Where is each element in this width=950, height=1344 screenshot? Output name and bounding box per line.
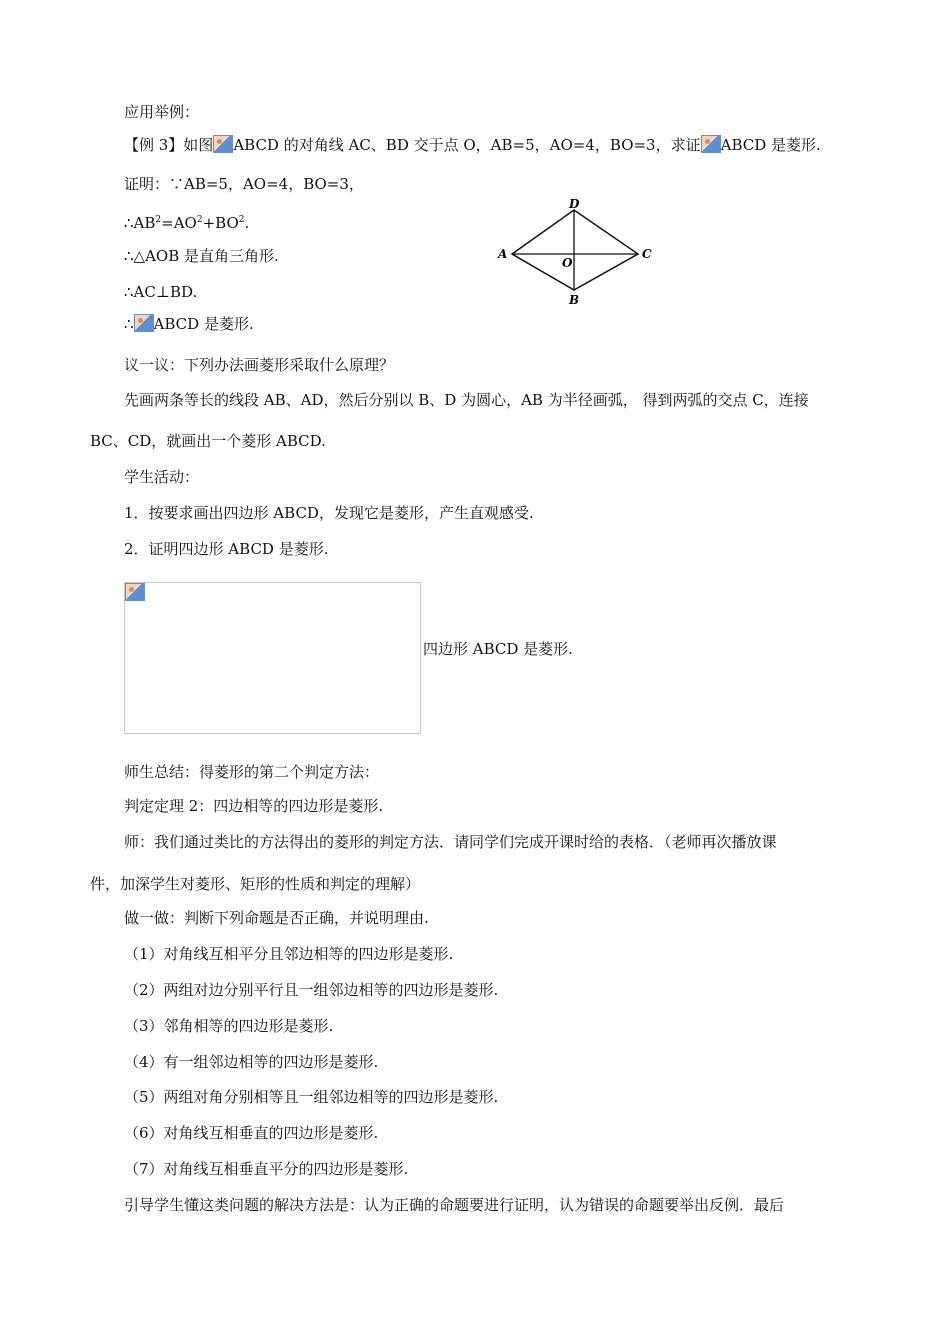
superscript: 2 (155, 215, 162, 225)
theorem-line: 判定定理 2：四边相等的四边形是菱形. (124, 797, 384, 815)
proposition-6: （6）对角线互相垂直的四边形是菱形. (124, 1124, 379, 1142)
broken-image-icon (701, 135, 721, 153)
proposition-1: （1）对角线互相平分且邻边相等的四边形是菱形. (124, 945, 454, 963)
proposition-5: （5）两组对角分别相等且一组邻边相等的四边形是菱形. (124, 1088, 499, 1106)
eq-part: ∴AB (124, 214, 156, 232)
label-c: C (642, 247, 652, 261)
eq-part: . (244, 214, 250, 232)
guide-line: 引导学生懂这类问题的解决方法是：认为正确的命题要进行证明，认为错误的命题要举出反例．最后 (124, 1196, 785, 1214)
activity-item-1: 1．按要求画出四边形 ABCD，发现它是菱形，产生直观感受. (124, 504, 534, 522)
teacher-line-2: 件，加深学生对菱形、矩形的性质和判定的理解） (90, 875, 421, 893)
superscript: 2 (196, 215, 203, 225)
eq-part: =AO (161, 214, 197, 232)
equation-line (124, 210, 249, 233)
label-d: D (569, 197, 580, 211)
figure-caption: 四边形 ABCD 是菱形. (423, 640, 573, 658)
label-b: B (569, 293, 580, 307)
right-triangle-line: ∴△AOB 是直角三角形. (124, 247, 279, 265)
proposition-7: （7）对角线互相垂直平分的四边形是菱形. (124, 1160, 409, 1178)
do-it-line: 做一做：判断下列命题是否正确，并说明理由. (124, 909, 429, 927)
broken-image-icon (213, 135, 233, 153)
rhombus-outline (512, 210, 638, 290)
perpendicular-line: ∴AC⊥BD. (124, 283, 198, 301)
broken-image-icon (125, 583, 145, 601)
teacher-line-1: 师：我们通过类比的方法得出的菱形的判定方法．请同学们完成开课时给的表格．（老师再次播放课 (124, 833, 777, 851)
example-3-line (124, 135, 821, 155)
activity-item-2: 2．证明四边形 ABCD 是菱形. (124, 540, 329, 558)
image-placeholder-frame (124, 582, 421, 734)
drawing-method-line-2: BC、CD，就画出一个菱形 ABCD. (90, 432, 326, 450)
heading: 应用举例： (124, 103, 200, 121)
conclusion-line (124, 314, 254, 334)
activity-heading: 学生活动： (124, 468, 200, 486)
eq-part: +BO (202, 214, 239, 232)
rhombus-figure (492, 196, 660, 308)
example-3-prefix: 【例 3】如图 (124, 136, 214, 154)
example-3-body: ABCD 的对角线 AC、BD 交于点 O，AB=5，AO=4，BO=3，求证 (233, 136, 701, 154)
proposition-4: （4）有一组邻边相等的四边形是菱形. (124, 1053, 379, 1071)
broken-image-icon (134, 314, 154, 332)
label-o: O (562, 256, 573, 270)
discuss-line: 议一议：下列办法画菱形采取什么原理？ (124, 356, 395, 374)
proposition-3: （3）邻角相等的四边形是菱形. (124, 1017, 334, 1035)
therefore-symbol: ∴ (124, 315, 134, 333)
summary-line: 师生总结：得菱形的第二个判定方法： (124, 763, 380, 781)
label-a: A (498, 247, 508, 261)
superscript: 2 (238, 215, 245, 225)
proof-line: 证明：∵AB=5，AO=4，BO=3， (124, 175, 364, 193)
conclusion-text: ABCD 是菱形. (153, 315, 254, 333)
example-3-end: ABCD 是菱形. (720, 136, 821, 154)
drawing-method-line-1: 先画两条等长的线段 AB、AD，然后分别以 B、D 为圆心，AB 为半径画弧， 得到两弧的交点 C，连接 (124, 391, 809, 409)
proposition-2: （2）两组对边分别平行且一组邻边相等的四边形是菱形. (124, 981, 499, 999)
